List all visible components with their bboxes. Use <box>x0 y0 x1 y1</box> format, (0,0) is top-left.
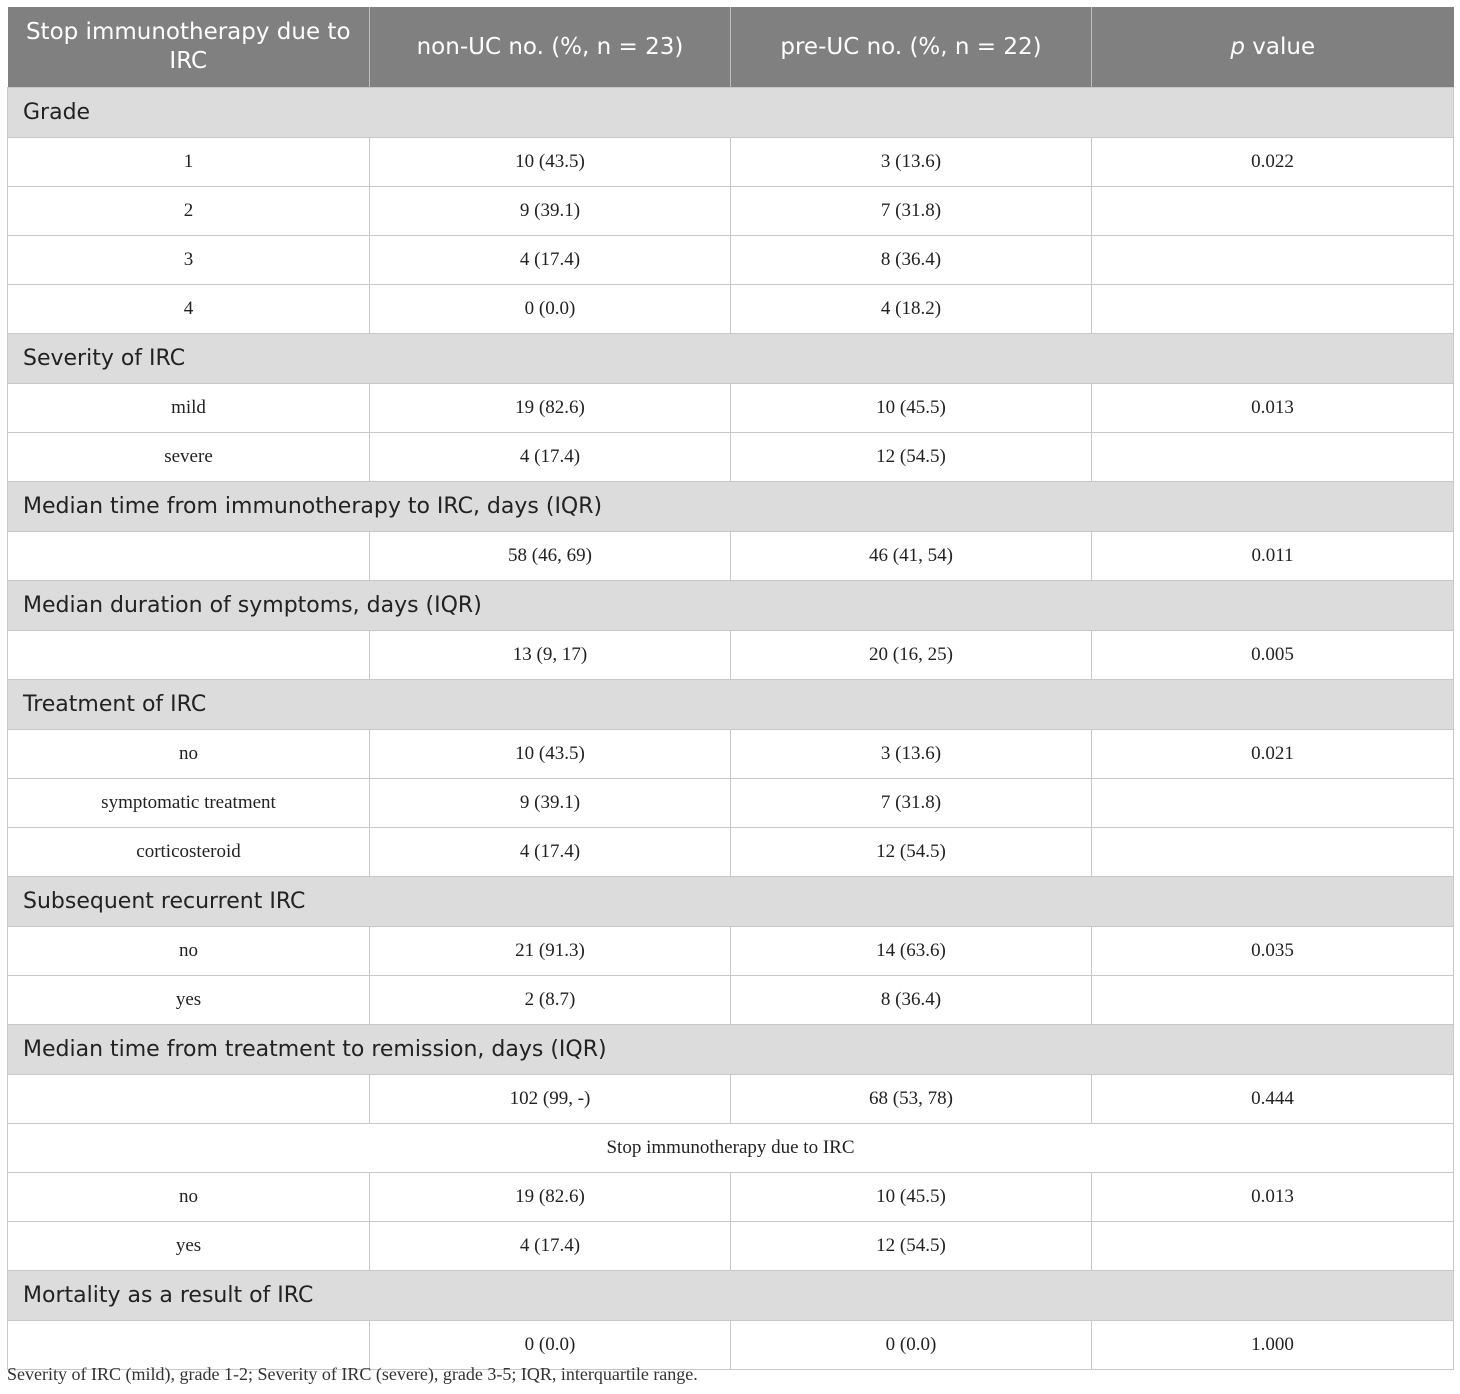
table-body <box>8 88 1454 1370</box>
pre-uc-value: 0 (0.0) <box>731 1321 1092 1370</box>
pre-uc-value: 3 (13.6) <box>731 138 1092 187</box>
table-row <box>8 1173 1454 1222</box>
results-table-container <box>7 7 1453 1370</box>
row-label: 2 <box>8 187 370 236</box>
table-row <box>8 1321 1454 1370</box>
section-header-row <box>8 1271 1454 1321</box>
row-label: corticosteroid <box>8 828 370 877</box>
p-value-label: value <box>1244 33 1316 60</box>
non-uc-value: 19 (82.6) <box>370 384 731 433</box>
subheading-title: Stop immunotherapy due to IRC <box>8 1124 1454 1173</box>
row-label: 1 <box>8 138 370 187</box>
section-header-row <box>8 877 1454 927</box>
section-title: Median duration of symptoms, days (IQR) <box>8 581 1454 631</box>
table-row <box>8 927 1454 976</box>
header-row <box>8 7 1454 88</box>
table-row <box>8 779 1454 828</box>
non-uc-value: 2 (8.7) <box>370 976 731 1025</box>
row-label <box>8 1075 370 1124</box>
pre-uc-value: 4 (18.2) <box>731 285 1092 334</box>
p-value <box>1092 976 1454 1025</box>
p-value: 1.000 <box>1092 1321 1454 1370</box>
table-row <box>8 976 1454 1025</box>
row-label: severe <box>8 433 370 482</box>
p-value <box>1092 779 1454 828</box>
section-title: Subsequent recurrent IRC <box>8 877 1454 927</box>
row-label <box>8 631 370 680</box>
row-label: no <box>8 1173 370 1222</box>
non-uc-value: 9 (39.1) <box>370 779 731 828</box>
section-title: Grade <box>8 88 1454 138</box>
non-uc-value: 13 (9, 17) <box>370 631 731 680</box>
section-header-row <box>8 334 1454 384</box>
non-uc-value: 21 (91.3) <box>370 927 731 976</box>
non-uc-value: 10 (43.5) <box>370 730 731 779</box>
pre-uc-value: 12 (54.5) <box>731 1222 1092 1271</box>
pre-uc-value: 12 (54.5) <box>731 828 1092 877</box>
p-value: 0.035 <box>1092 927 1454 976</box>
non-uc-value: 4 (17.4) <box>370 433 731 482</box>
pre-uc-value: 10 (45.5) <box>731 384 1092 433</box>
row-label: mild <box>8 384 370 433</box>
non-uc-value: 19 (82.6) <box>370 1173 731 1222</box>
table-row <box>8 1222 1454 1271</box>
table-row <box>8 828 1454 877</box>
section-header-row <box>8 680 1454 730</box>
table-row <box>8 1075 1454 1124</box>
non-uc-value: 4 (17.4) <box>370 1222 731 1271</box>
non-uc-value: 102 (99, -) <box>370 1075 731 1124</box>
table-row <box>8 631 1454 680</box>
pre-uc-value: 20 (16, 25) <box>731 631 1092 680</box>
header-characteristic: Stop immunotherapy due to IRC <box>8 7 370 88</box>
pre-uc-value: 10 (45.5) <box>731 1173 1092 1222</box>
row-label: yes <box>8 976 370 1025</box>
non-uc-value: 4 (17.4) <box>370 236 731 285</box>
pre-uc-value: 8 (36.4) <box>731 236 1092 285</box>
p-value <box>1092 828 1454 877</box>
pre-uc-value: 12 (54.5) <box>731 433 1092 482</box>
section-title: Severity of IRC <box>8 334 1454 384</box>
non-uc-value: 0 (0.0) <box>370 285 731 334</box>
pre-uc-value: 68 (53, 78) <box>731 1075 1092 1124</box>
p-value: 0.013 <box>1092 1173 1454 1222</box>
non-uc-value: 0 (0.0) <box>370 1321 731 1370</box>
table-footnote: Severity of IRC (mild), grade 1-2; Severity of IRC (severe), grade 3-5; IQR, interquartile range. <box>7 1364 698 1384</box>
section-title: Mortality as a result of IRC <box>8 1271 1454 1321</box>
table-row <box>8 285 1454 334</box>
p-value <box>1092 236 1454 285</box>
non-uc-value: 4 (17.4) <box>370 828 731 877</box>
row-label: no <box>8 730 370 779</box>
row-label: 4 <box>8 285 370 334</box>
pre-uc-value: 14 (63.6) <box>731 927 1092 976</box>
section-header-row <box>8 88 1454 138</box>
table-row <box>8 433 1454 482</box>
non-uc-value: 10 (43.5) <box>370 138 731 187</box>
row-label <box>8 1321 370 1370</box>
subheading-row <box>8 1124 1454 1173</box>
section-header-row <box>8 482 1454 532</box>
table-row <box>8 138 1454 187</box>
table-row <box>8 730 1454 779</box>
header-pre-uc: pre-UC no. (%, n = 22) <box>731 7 1092 88</box>
table-header <box>8 7 1454 88</box>
p-value: 0.011 <box>1092 532 1454 581</box>
p-value: 0.022 <box>1092 138 1454 187</box>
p-value <box>1092 1222 1454 1271</box>
section-title: Median time from treatment to remission, days (IQR) <box>8 1025 1454 1075</box>
row-label: no <box>8 927 370 976</box>
p-value: 0.444 <box>1092 1075 1454 1124</box>
results-table <box>7 7 1454 1370</box>
table-row <box>8 532 1454 581</box>
section-header-row <box>8 581 1454 631</box>
table-row <box>8 187 1454 236</box>
p-value <box>1092 187 1454 236</box>
pre-uc-value: 46 (41, 54) <box>731 532 1092 581</box>
header-p-value <box>1092 7 1454 88</box>
row-label: symptomatic treatment <box>8 779 370 828</box>
p-value: 0.013 <box>1092 384 1454 433</box>
p-value <box>1092 285 1454 334</box>
p-value: 0.021 <box>1092 730 1454 779</box>
section-title: Treatment of IRC <box>8 680 1454 730</box>
pre-uc-value: 7 (31.8) <box>731 187 1092 236</box>
section-header-row <box>8 1025 1454 1075</box>
row-label <box>8 532 370 581</box>
section-title: Median time from immunotherapy to IRC, days (IQR) <box>8 482 1454 532</box>
pre-uc-value: 7 (31.8) <box>731 779 1092 828</box>
non-uc-value: 58 (46, 69) <box>370 532 731 581</box>
p-value: 0.005 <box>1092 631 1454 680</box>
header-non-uc: non-UC no. (%, n = 23) <box>370 7 731 88</box>
non-uc-value: 9 (39.1) <box>370 187 731 236</box>
p-value <box>1092 433 1454 482</box>
table-row <box>8 236 1454 285</box>
pre-uc-value: 3 (13.6) <box>731 730 1092 779</box>
p-symbol: p <box>1230 33 1245 60</box>
row-label: 3 <box>8 236 370 285</box>
row-label: yes <box>8 1222 370 1271</box>
pre-uc-value: 8 (36.4) <box>731 976 1092 1025</box>
table-row <box>8 384 1454 433</box>
